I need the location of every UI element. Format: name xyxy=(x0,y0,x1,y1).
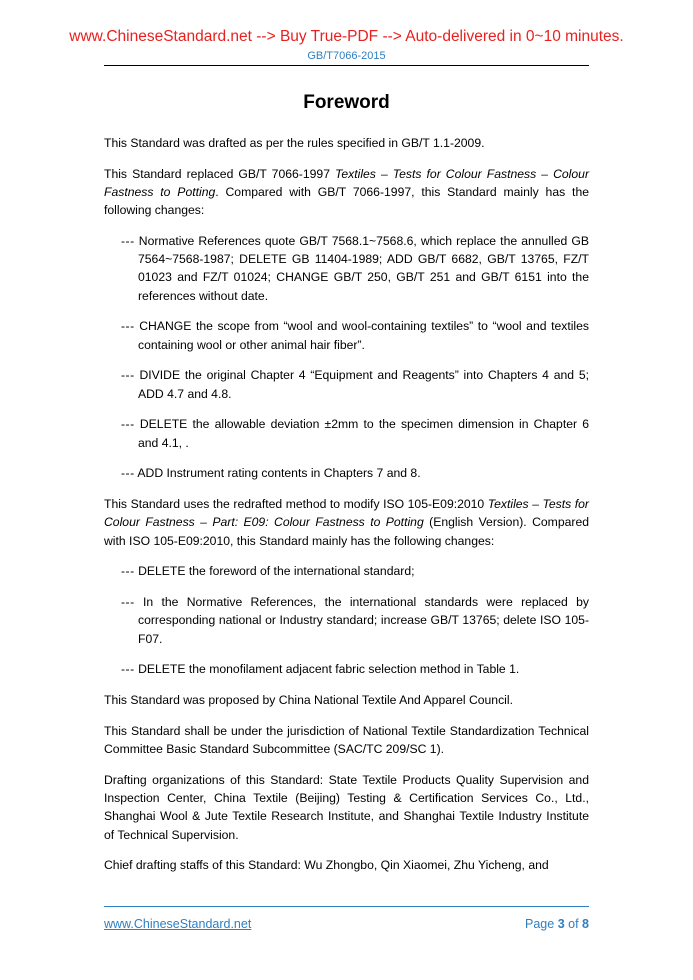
list-item: --- DELETE the allowable deviation ±2mm to the specimen dimension in Chapter 6 and 4.1, . xyxy=(121,417,589,450)
document-body xyxy=(104,134,589,887)
footer-link[interactable]: www.ChineseStandard.net xyxy=(104,917,252,931)
top-banner-link[interactable]: www.ChineseStandard.net --> Buy True-PDF --> Auto-delivered in 0~10 minutes. xyxy=(69,28,624,45)
header-divider xyxy=(104,65,589,66)
list-item: --- DELETE the monofilament adjacent fabric selection method in Table 1. xyxy=(121,662,520,677)
standard-title-italic: Textiles – Tests for Colour Fastness – Colour Fastness to Potting xyxy=(104,166,590,199)
paragraph-proposed-by: This Standard was proposed by China National Textile And Apparel Council. xyxy=(104,693,513,708)
footer-divider xyxy=(104,906,589,907)
paragraph-chief-drafting-staffs: Chief drafting staffs of this Standard: Wu Zhongbo, Qin Xiaomei, Zhu Yicheng, and xyxy=(104,858,549,873)
standard-title-italic: Textiles – Tests for Colour Fastness – Part: E09: Colour Fastness to Potting xyxy=(104,497,589,530)
list-item: --- In the Normative References, the international standards were replaced by corresponding national or Industry standard; increase GB/T 13765; delete ISO 105-F07. xyxy=(121,595,589,646)
document-number: GB/T7066-2015 xyxy=(307,50,386,62)
list-item: --- ADD Instrument rating contents in Chapters 7 and 8. xyxy=(121,466,421,481)
paragraph-iso-modification xyxy=(104,495,589,550)
page-title: Foreword xyxy=(303,92,390,113)
list-item: --- Normative References quote GB/T 7568.1~7568.6, which replace the annulled GB 7564~7568-1987; DELETE GB 11404-1989; ADD GB/T 6682, GB/T 13765, FZ/T 01023 and FZ/T 01024; CHANGE GB/T 250, GB/T 251 and GB/T 6151 into the references without date. xyxy=(121,234,589,303)
text: This Standard uses the redrafted method to modify ISO 105-E09:2010 xyxy=(104,497,488,512)
text: (English Version). Compared with ISO 105-E09:2010, this Standard mainly has the following changes: xyxy=(104,515,589,548)
paragraph-drafting-rules: This Standard was drafted as per the rules specified in GB/T 1.1-2009. xyxy=(104,136,485,150)
list-item: --- DIVIDE the original Chapter 4 “Equipment and Reagents” into Chapters 4 and 5; ADD 4.7 and 4.8. xyxy=(121,368,590,401)
paragraph-jurisdiction: This Standard shall be under the jurisdiction of National Textile Standardization Technical Committee Basic Standard Subcommittee (SAC/TC 209/SC 1). xyxy=(104,724,589,757)
text: This Standard replaced GB/T 7066-1997 xyxy=(104,166,336,181)
paragraph-replaced-standard xyxy=(104,165,589,220)
text: . Compared with GB/T 7066-1997, this Standard mainly has the following changes: xyxy=(104,185,589,218)
changes-list-iso xyxy=(104,562,589,678)
page-indicator: Page 3 of 8 xyxy=(525,917,589,931)
list-item: --- DELETE the foreword of the international standard; xyxy=(121,564,415,579)
paragraph-drafting-organizations: Drafting organizations of this Standard: State Textile Products Quality Supervision and Inspection Center, China Textile (Beijing) Testing & Certification Services Co., Ltd., Shanghai Wool & Jute Textile Research Institute, and Shanghai Textile Industry Institute of Technical Supervision. xyxy=(104,773,589,842)
changes-list-1997 xyxy=(104,232,589,483)
list-item: --- CHANGE the scope from “wool and wool-containing textiles” to “wool and textiles containing wool or other animal hair fiber”. xyxy=(121,319,590,352)
